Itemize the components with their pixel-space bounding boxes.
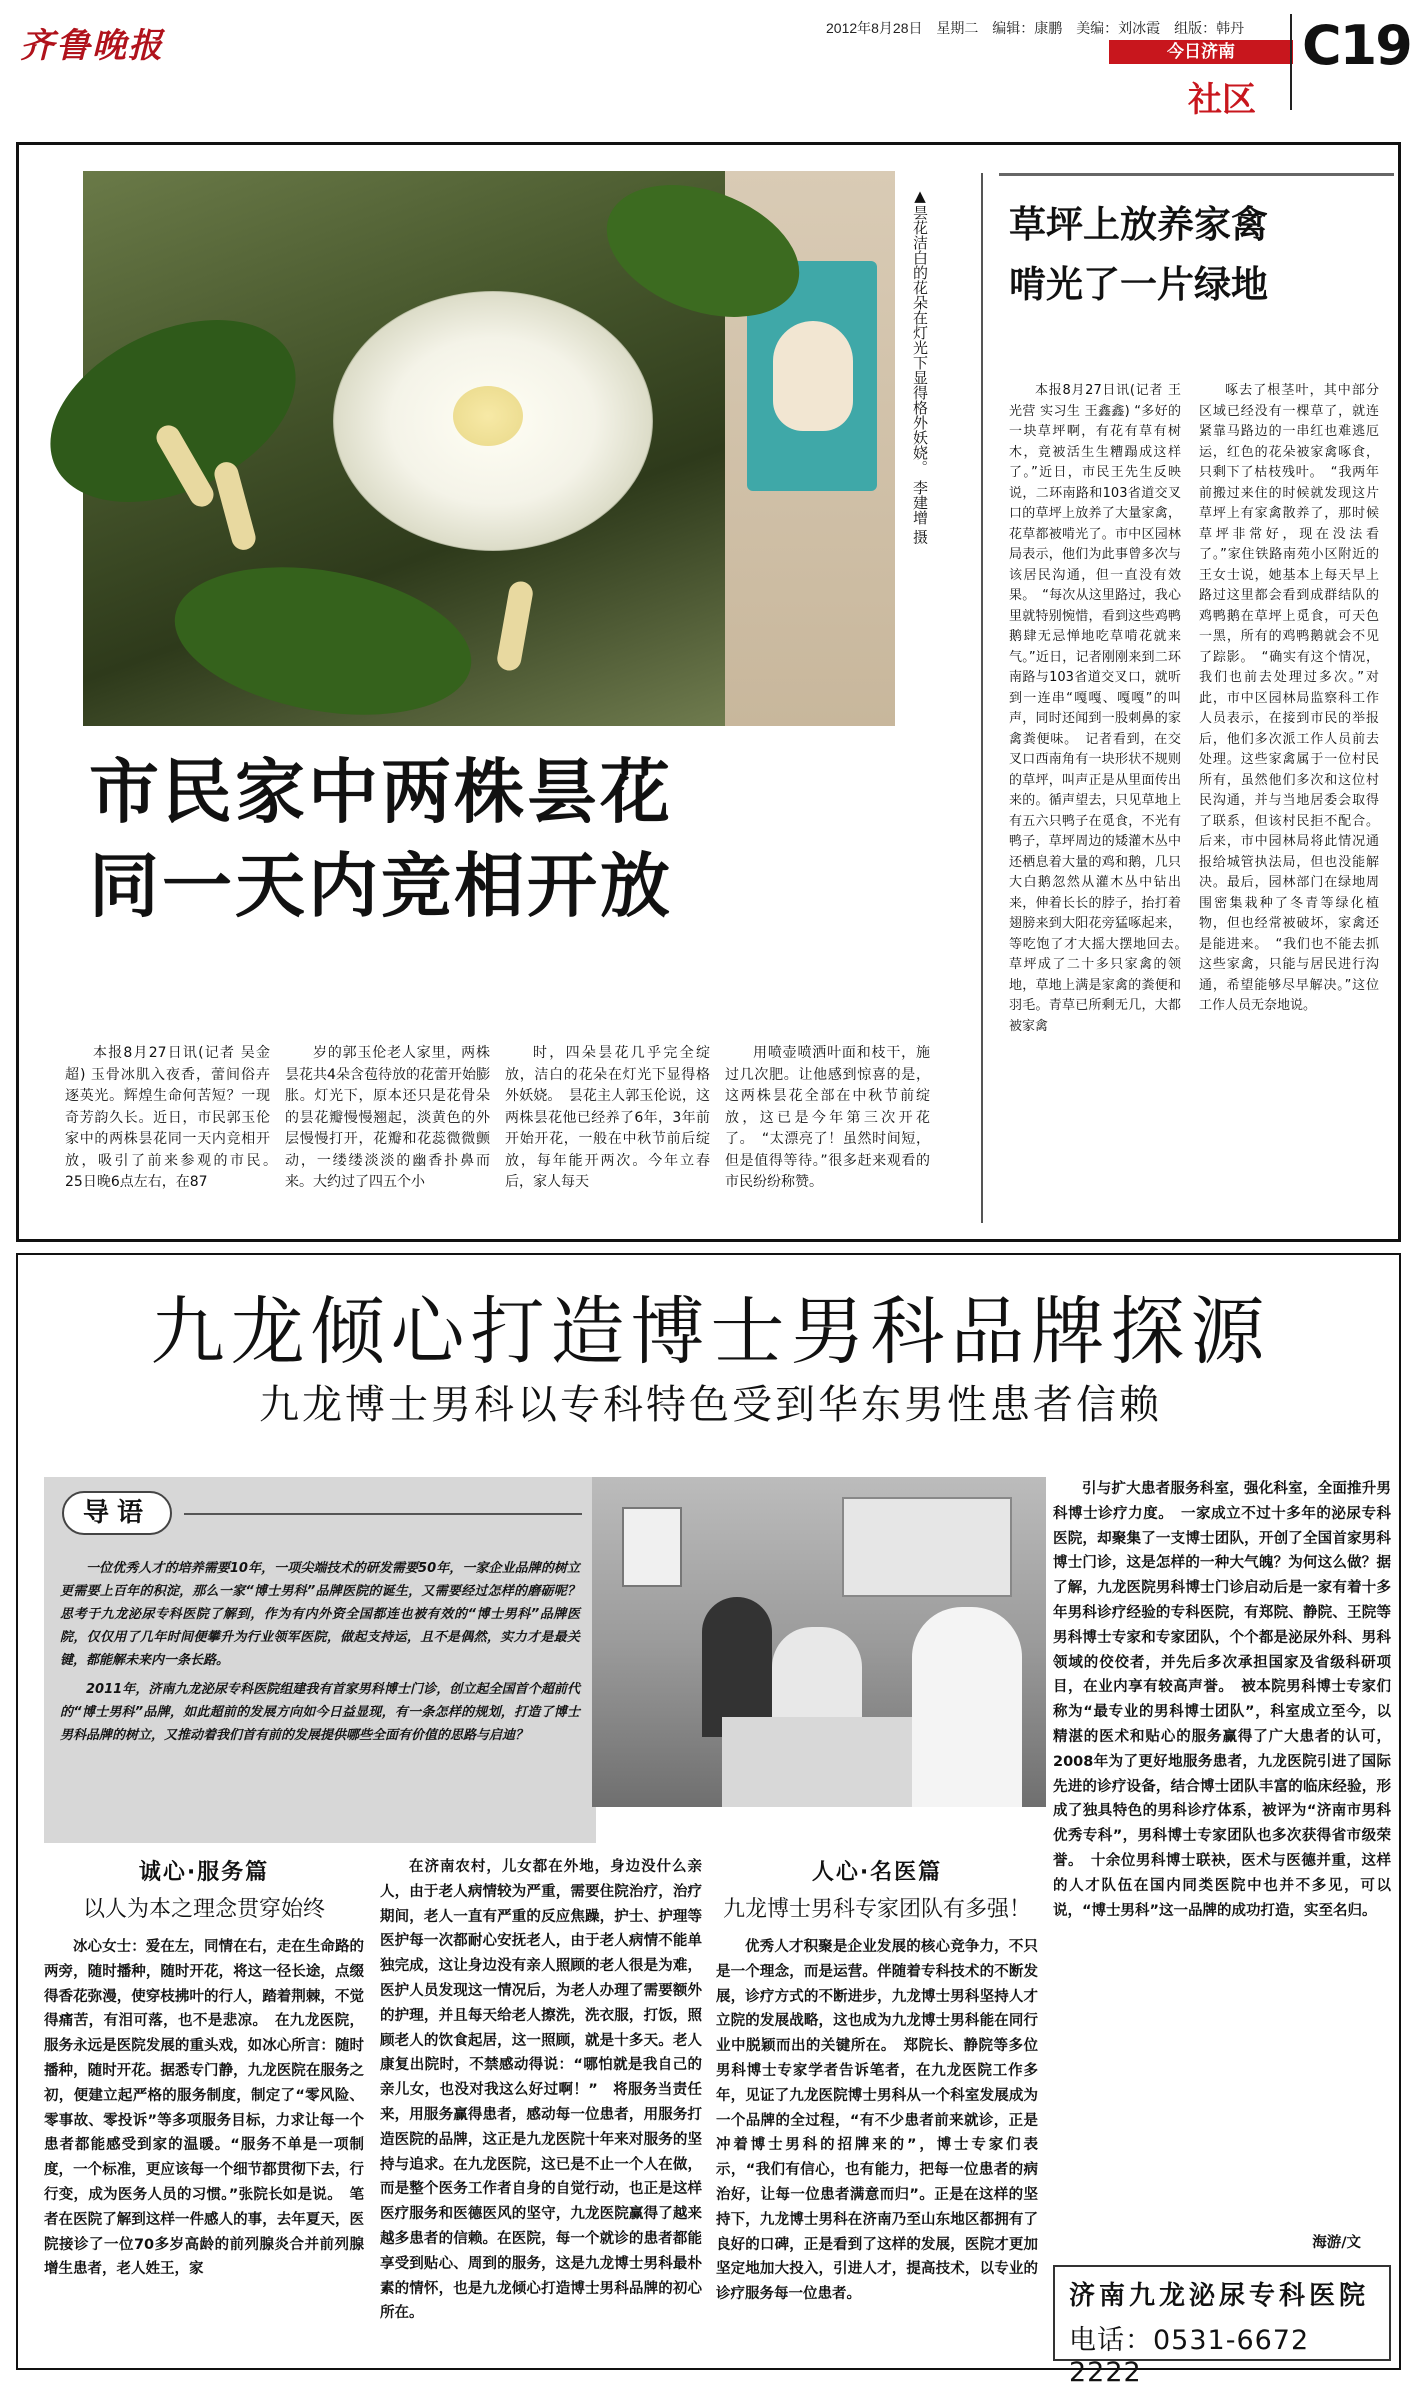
section-2-title: 人心·名医篇	[811, 1860, 943, 1885]
side-headline-line-1: 草坪上放养家禽	[1009, 203, 1268, 246]
column-divider	[981, 173, 983, 1223]
issue-date: 2012年8月28日	[826, 20, 923, 36]
consultation-photo	[592, 1477, 1046, 1807]
masthead	[0, 0, 1417, 130]
intro-box	[44, 1477, 596, 1843]
section-1-column-1: 冰心女士：爱在左，同情在右，走在生命路的两旁，随时播种，随时开花，将这一径长途，点缀得香花弥漫，使穿枝拂叶的行人，踏着荆棘，不觉得痛苦，有泪可落，也不是悲凉。 在九龙医院，服务永远是医院发展的重头戏，如冰心所言：随时播种，随时开花。据悉专门静，九龙医院在服务之初，便建立起严格的服务制度，制定了“零风险、零事故、零投诉”等多项服务目标，力求让每一个患者都能感受到家的温暖。“服务不单是一项制度，一个标准，更应该每一个细节都贯彻下去，行行变，成为医务人员的习惯。”张院长如是说。 笔者在医院了解到这样一件感人的事，去年夏天，医院接诊了一位70多岁高龄的前列腺炎合并前列腺增生患者，老人姓王，家	[44, 1939, 364, 2278]
masthead-divider	[1290, 14, 1292, 110]
ad-title: 九龙倾心打造博士男科品牌探源	[150, 1289, 1271, 1375]
side-story-column-2: 啄去了根茎叶，其中部分区域已经没有一棵草了，就连紧靠马路边的一串红也难逃厄运，红色的花朵被家禽啄食，只剩下了枯枝残叶。 “我两年前搬过来住的时候就发现这片草坪上有家禽散养了，那时候草坪非常好，现在没法看了。”家住铁路南苑小区附近的王女士说，她基本上每天早上路过这里都会看到成群结队的鸡鸭鹅在草坪上觅食，可天色一黑，所有的鸡鸭鹅就会不见了踪影。 “确实有这个情况，我们也前去处理过多次。”对此，市中区园林局监察科工作人员表示，在接到市民的举报后，他们多次派工作人员前去处理。这些家禽属于一位村民所有，虽然他们多次和这位村民沟通，并与当地居委会取得了联系，但该村民拒不配合。后来，市中园林局将此情况通报给城管执法局，但也没能解决。最后，园林部门在绿地周围密集栽种了冬青等绿化植物，但也经常被破坏，家禽还是能进来。 “我们也不能去抓这些家禽，只能与居民进行沟通，希望能够尽早解决。”这位工作人员无奈地说。	[1199, 383, 1379, 1013]
epiphyllum-photo	[83, 171, 895, 726]
section-2-column-2: 引与扩大患者服务科室，强化科室，全面推升男科博士诊疗力度。 一家成立不过十多年的泌尿专科医院，却聚集了一支博士团队，开创了全国首家男科博士门诊，这是怎样的一种大气魄？为何这么做？据了解，九龙医院男科博士门诊启动后是一家有着十多年男科诊疗经验的专科医院，有郑院、静院、王院等男科博士专家和专家团队，个个都是泌尿外科、男科领域的佼佼者，并先后多次承担国家及省级科研项目，在业内享有较高声誉。 被本院男科博士专家们称为“最专业的男科博士团队”，科室成立至今，以精湛的医术和贴心的服务赢得了广大患者的认可，2008年为了更好地服务患者，九龙医院引进了国际先进的诊疗设备，结合博士团队丰富的临床经验，形成了独具特色的男科诊疗体系，被评为“济南市男科优秀专科”，男科博士专家团队也多次获得省市级荣誉。 十余位男科博士联袂，医术与医德并重，这样的人才队伍在国内同类医院中也并不多见，可以说，“博士男科”这一品牌的成功打造，实至名归。	[1053, 1481, 1391, 1919]
designer-credit: 美编：刘冰霞	[1076, 20, 1161, 36]
section-2-heading	[716, 1855, 1038, 1923]
editor-credit: 编辑：康鹏	[992, 20, 1063, 36]
section-2-column-1: 优秀人才积聚是企业发展的核心竞争力，不只是一个理念，而是运营。伴随着专科技术的不断发展，诊疗方式的不断进步，九龙博士男科坚持人才立院的发展战略，这也成为九龙博士男科能在同行业中脱颖而出的关键所在。 郑院长、静院等多位男科博士专家学者告诉笔者，在九龙医院工作多年，见证了九龙医院博士男科从一个科室发展成为一个品牌的全过程，“有不少患者前来就诊，正是冲着博士男科的招牌来的”，博士专家们表示，“我们有信心，也有能力，把每一位患者的病治好，让每一位患者满意而归”。正是在这样的坚持下，九龙博士男科在济南乃至山东地区都拥有了良好的口碑，正是看到了这样的发展，医院才更加坚定地加大投入，引进人才，提高技术，以专业的诊疗服务每一位患者。	[716, 1939, 1038, 2303]
section-2-subtitle: 九龙博士男科专家团队有多强！	[722, 1897, 1031, 1922]
intro-text: 一位优秀人才的培养需要10年，一项尖端技术的研发需要50年，一家企业品牌的树立更需要上百年的积淀，那么一家“博士男科”品牌医院的诞生，又需要经过怎样的磨砺呢？思考于九龙泌尿专科医院了解到，作为有内外资全国都连也被有效的“博士男科”品牌医院，仅仅用了几年时间便攀升为行业领军医院，做起支持运，且不是偶然，实力才是最关键，都能解未来内一条长路。 2011年，济南九龙泌尿专科医院组建我有首家男科博士门诊，创立起全国首个超前代的“博士男科”品牌，如此超前的发展方向如今日益显现，有一条怎样的规划，打造了博士男科品牌的树立，又推动着我们首有前的发展提供哪些全面有价值的思路与启迪？	[60, 1561, 580, 1743]
story-column-2: 岁的郭玉伦老人家里，两株昙花共4朵含苞待放的花蕾开始膨胀。灯光下，原本还只是花骨朵的昙花瓣慢慢翘起，淡黄色的外层慢慢打开，花瓣和花蕊微微颤动，一缕缕淡淡的幽香扑鼻而来。大约过了四五个小	[285, 1045, 490, 1190]
section-tag: 今日济南	[1109, 40, 1293, 64]
headline-line-2: 同一天内竞相开放	[89, 845, 673, 927]
page-number: C19	[1302, 14, 1411, 77]
top-story-frame	[16, 142, 1401, 1242]
section-name: 社区	[1188, 80, 1256, 120]
headline-line-1: 市民家中两株昙花	[89, 751, 673, 833]
photo-caption: ▲昙花洁白的花朵在灯光下显得格外妖娆。 李建增 摄	[911, 187, 929, 545]
layout-credit: 组版：韩丹	[1174, 20, 1245, 36]
advertorial	[16, 1253, 1401, 2388]
hospital-contact-box	[1053, 2265, 1391, 2388]
issue-weekday: 星期二	[936, 20, 979, 36]
hospital-phone: 电话：0531-6672 2222	[1069, 2325, 1310, 2388]
side-story-column-1: 本报8月27日讯(记者 王光营 实习生 王鑫鑫) “多好的一块草坪啊，有花有草有树木，竟被活生生糟蹋成这样了。”近日，市民王先生反映说，二环南路和103省道交叉口的草坪上放养了大量家禽，花草都被啃光了。市中区园林局表示，他们为此事曾多次与该居民沟通，但一直没有效果。 “每次从这里路过，我心里就特别惋惜，看到这些鸡鸭鹅肆无忌惮地吃草啃花就来气。”近日，记者刚刚来到二环南路与103省道交叉口，就听到一连串“嘎嘎、嘎嘎”的叫声，同时还闻到一股刺鼻的家禽粪便味。 记者看到，在交叉口西南角有一块形状不规则的草坪，叫声正是从里面传出来的。循声望去，只见草地上有五六只鸭子在觅食，不光有鸭子，草坪周边的矮灌木丛中还栖息着大量的鸡和鹅，几只大白鹅忽然从灌木丛中钻出来，伸着长长的脖子，抬打着翅膀来到大阳花旁猛啄起来，等吃饱了才大摇大摆地回去。 草坪成了二十多只家禽的领地，草地上满是家禽的粪便和羽毛。青草已所剩无几，大都被家禽	[1009, 383, 1195, 1034]
intro-tag: 导语	[62, 1491, 172, 1535]
section-1-title: 诚心·服务篇	[138, 1860, 270, 1885]
author-sign: 海游/文	[1312, 2235, 1361, 2251]
section-1-subtitle: 以人为本之理念贯穿始终	[82, 1897, 325, 1922]
section-1-column-2: 在济南农村，儿女都在外地，身边没什么亲人，由于老人病情较为严重，需要住院治疗，治疗期间，老人一直有严重的反应焦躁，护士、护理等医护每一次都耐心安抚老人，由于老人病情不能单独完成，这让身边没有亲人照顾的老人很是为难，医护人员发现这一情况后，为老人办理了需要额外的护理，并且每天给老人擦洗，洗衣服，打饭，照顾老人的饮食起居，这一照顾，就是十多天。老人康复出院时，不禁感动得说：“哪怕就是我自己的亲儿女，也没对我这么好过啊！” 将服务当责任来，用服务赢得患者，感动每一位患者，用服务打造医院的品牌，这正是九龙医院十年来对服务的坚持与追求。在九龙医院，这已是不止一个人在做，而是整个医务工作者自身的自觉行动，也正是这样医疗服务和医德医风的坚守，九龙医院赢得了越来越多患者的信赖。在医院，每一个就诊的患者都能享受到贴心、周到的服务，这是九龙博士男科最朴素的情怀，也是九龙倾心打造博士男科品牌的初心所在。	[380, 1859, 702, 2322]
side-story-rule	[999, 173, 1394, 176]
issue-info	[826, 18, 1254, 38]
ad-subtitle: 九龙博士男科以专科特色受到华东男性患者信赖	[259, 1382, 1162, 1428]
section-1-heading	[44, 1855, 364, 1923]
newspaper-logo: 齐鲁晚报	[20, 26, 164, 66]
side-headline-line-2: 啃光了一片绿地	[1009, 263, 1268, 306]
story-column-1: 本报8月27日讯(记者 吴金超) 玉骨冰肌入夜香，蕾间俗卉逐英光。辉煌生命何苦短？一现奇芳韵久长。近日，市民郭玉伦家中的两株昙花同一天内竞相开放，吸引了前来参观的市民。 25日晚6点左右，在87	[65, 1045, 284, 1190]
hospital-name: 济南九龙泌尿专科医院	[1069, 2281, 1370, 2311]
story-column-3: 时，四朵昙花几乎完全绽放，洁白的花朵在灯光下显得格外妖娆。 昙花主人郭玉伦说，这两株昙花他已经养了6年，3年前开始开花，一般在中秋节前后绽放，每年能开两次。今年立春后，家人每天	[505, 1045, 710, 1190]
side-story-headline	[1009, 195, 1379, 315]
main-headline	[89, 745, 939, 933]
story-column-4: 用喷壶喷洒叶面和枝干，施过几次肥。让他感到惊喜的是，这两株昙花全部在中秋节前绽放，这已是今年第三次开花了。 “太漂亮了！虽然时间短，但是值得等待。”很多赶来观看的市民纷纷称赞。	[725, 1045, 930, 1190]
